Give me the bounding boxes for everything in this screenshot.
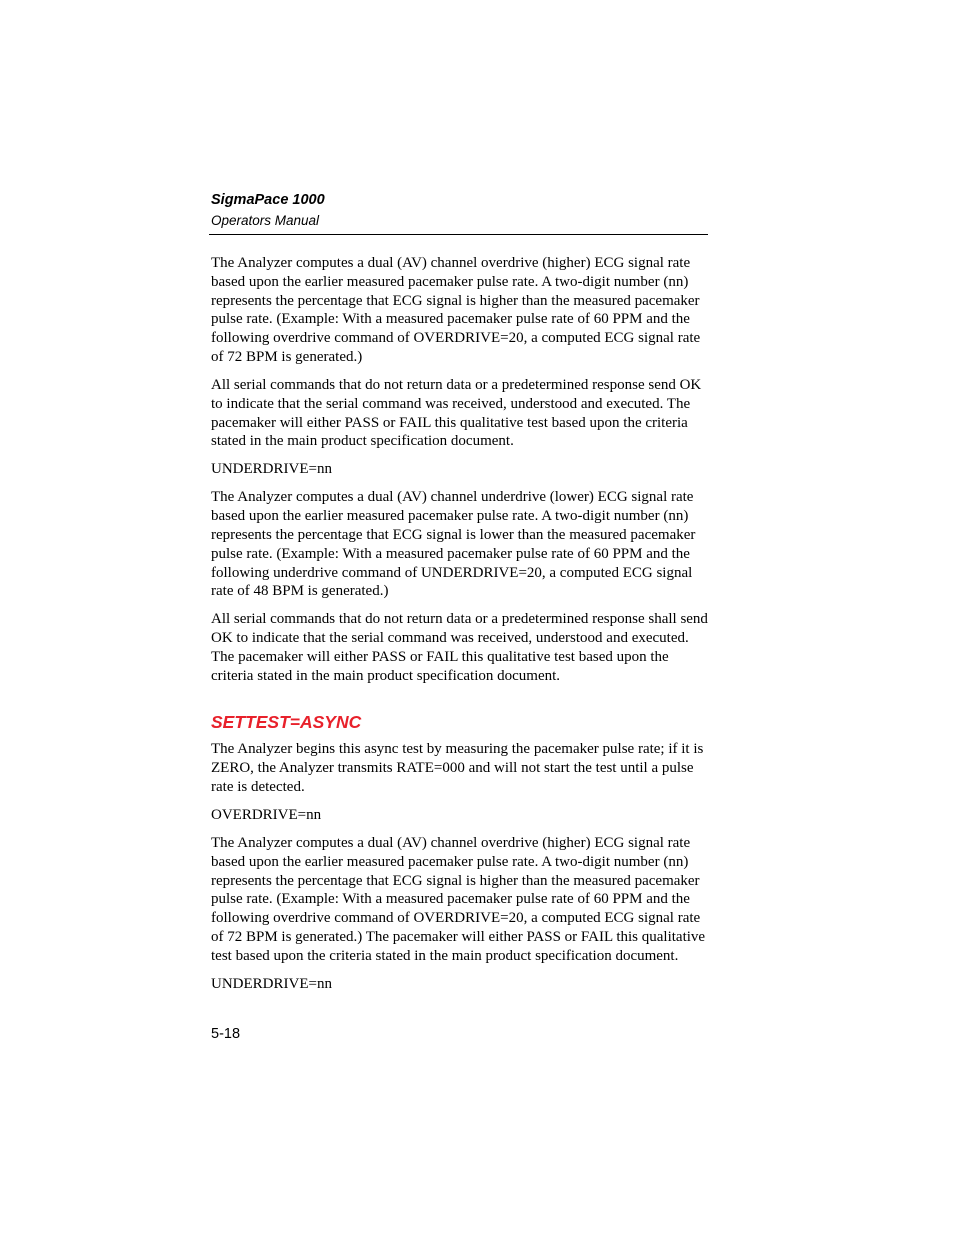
command-underdrive: UNDERDRIVE=nn	[211, 461, 332, 478]
paragraph-underdrive-description: The Analyzer computes a dual (AV) channel underdrive (lower) ECG signal rate based upon the earlier measured pacemaker pulse rate. A two-digit number (nn) represents the percentage that ECG signal is lower than the measured pacemaker pulse rate. (Example: With a measured pacemaker pulse rate of 60 PPM and the following underdrive command of UNDERDRIVE=20, a computed ECG signal rate of 48 BPM is generated.)	[211, 489, 696, 600]
paragraph-serial-ok-note-2: All serial commands that do not return data or a predetermined response shall send OK to indicate that the serial command was received, understood and executed. The pacemaker will either PASS or FAIL this qualitative test based upon the criteria stated in the main product specification document.	[211, 611, 708, 684]
page-number: 5-18	[211, 1026, 241, 1042]
paragraph-serial-ok-note: All serial commands that do not return data or a predetermined response send OK to indicate that the serial command was received, understood and executed. The pacemaker will either PASS or FAIL this qualitative test based upon the criteria stated in the main product specification document.	[211, 376, 702, 450]
command-underdrive-2: UNDERDRIVE=nn	[211, 975, 332, 992]
paragraph-async-overdrive-description: The Analyzer computes a dual (AV) channel overdrive (higher) ECG signal rate based upon the earlier measured pacemaker pulse rate. A two-digit number (nn) represents the percentage that ECG signal is higher than the measured pacemaker pulse rate. (Example: With a measured pacemaker pulse rate of 60 PPM and the following overdrive command of OVERDRIVE=20, a computed ECG signal rate of 72 BPM is generated.) The pacemaker will either PASS or FAIL this qualitative test based upon the criteria stated in the main product specification document.	[211, 835, 706, 964]
header-divider	[209, 234, 708, 235]
paragraph-async-test-intro: The Analyzer begins this async test by measuring the pacemaker pulse rate; if it is ZERO, the Analyzer transmits RATE=000 and will not start the test until a pulse rate is detected.	[211, 741, 704, 796]
paragraph-overdrive-description: The Analyzer computes a dual (AV) channel overdrive (higher) ECG signal rate based upon the earlier measured pacemaker pulse rate. A two-digit number (nn) represents the percentage that ECG signal is higher than the measured pacemaker pulse rate. (Example: With a measured pacemaker pulse rate of 60 PPM and the following overdrive command of OVERDRIVE=20, a computed ECG signal rate of 72 BPM is generated.)	[211, 255, 701, 365]
document-title: SigmaPace 1000	[211, 192, 325, 208]
section-heading-settest-async: SETTEST=ASYNC	[211, 712, 362, 733]
running-header	[211, 191, 708, 230]
command-overdrive: OVERDRIVE=nn	[211, 807, 322, 824]
page-body	[211, 254, 708, 1003]
document-subtitle: Operators Manual	[211, 213, 320, 228]
